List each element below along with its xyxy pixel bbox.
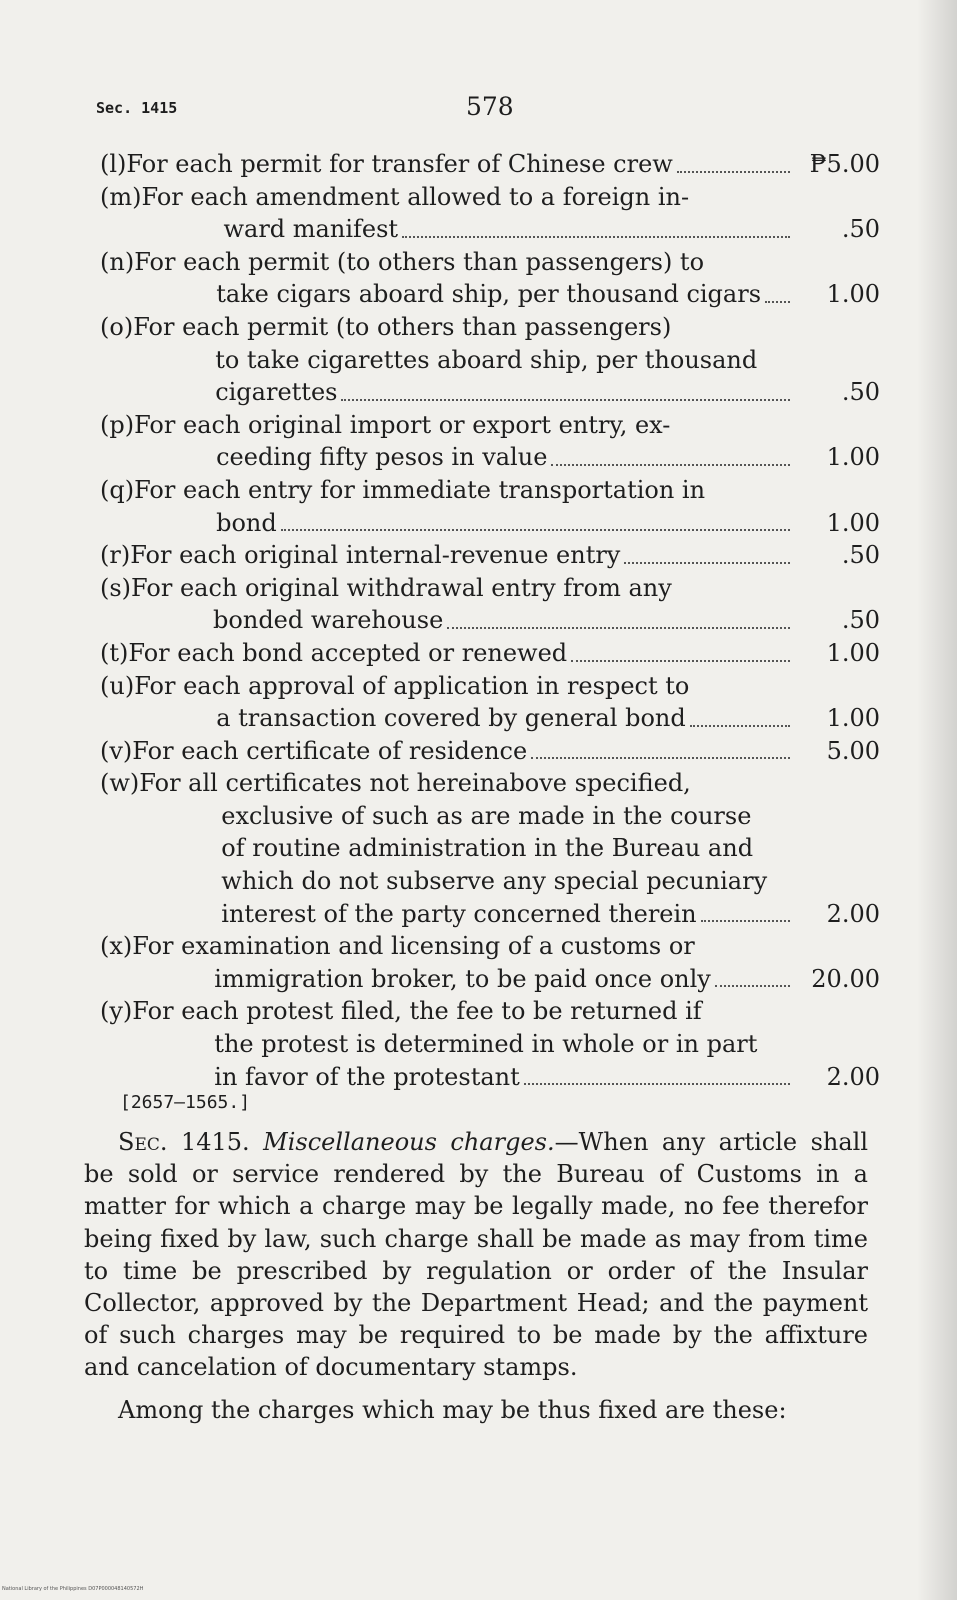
description-line bbox=[133, 311, 794, 344]
description-line bbox=[131, 572, 794, 605]
description-line bbox=[132, 1028, 794, 1061]
description-line bbox=[132, 1061, 794, 1094]
fee-amount: 1.00 bbox=[826, 280, 880, 309]
fee-amount: .50 bbox=[841, 215, 880, 244]
item-label: (y) bbox=[100, 997, 133, 1026]
description-line bbox=[133, 376, 794, 409]
leader-dots bbox=[447, 604, 790, 629]
fee-amount: 1.00 bbox=[826, 443, 880, 472]
description-line bbox=[139, 800, 794, 833]
fee-amount: 1.00 bbox=[826, 704, 880, 733]
description-line bbox=[130, 539, 794, 572]
fee-item bbox=[100, 409, 880, 474]
description-text: For each original withdrawal entry from any bbox=[131, 573, 672, 602]
section-reference: Sec. 1415 bbox=[96, 99, 178, 117]
item-description bbox=[126, 148, 800, 181]
description-text: For all certificates not hereinabove specified, bbox=[139, 769, 691, 798]
description-text: to take cigarettes aboard ship, per thousand bbox=[215, 345, 758, 374]
item-description bbox=[134, 246, 800, 311]
description-line bbox=[134, 246, 794, 279]
description-line bbox=[134, 507, 794, 540]
description-text: For each permit for transfer of Chinese crew bbox=[126, 150, 673, 178]
description-text: For each protest filed, the fee to be returned if bbox=[132, 997, 702, 1026]
description-line bbox=[134, 670, 794, 703]
item-label: (x) bbox=[100, 932, 133, 961]
leader-dots bbox=[690, 702, 790, 727]
fee-amount: 1.00 bbox=[826, 508, 880, 537]
description-line bbox=[132, 995, 794, 1028]
description-line bbox=[139, 865, 794, 898]
description-text: bonded warehouse bbox=[213, 606, 444, 635]
description-line bbox=[132, 963, 794, 996]
description-line bbox=[128, 637, 794, 670]
leader-dots bbox=[341, 376, 790, 401]
section-1415 bbox=[84, 1126, 868, 1426]
description-text: ward manifest bbox=[223, 215, 399, 244]
leader-dots bbox=[551, 441, 790, 466]
leader-dots bbox=[701, 898, 790, 923]
item-description bbox=[132, 930, 800, 995]
fee-item bbox=[100, 539, 880, 572]
description-text: take cigars aboard ship, per thousand cigars bbox=[216, 280, 762, 309]
item-description bbox=[133, 311, 800, 409]
item-label: (t) bbox=[100, 638, 129, 667]
library-watermark: National Library of the Philippines D07P000048140572H bbox=[2, 1586, 144, 1592]
item-label: (s) bbox=[100, 573, 132, 602]
fee-amount: 2.00 bbox=[826, 899, 880, 928]
description-line bbox=[134, 409, 794, 442]
item-description bbox=[134, 474, 800, 539]
description-text: For examination and licensing of a customs or bbox=[132, 932, 695, 961]
leader-dots bbox=[281, 507, 790, 532]
running-head bbox=[96, 92, 856, 126]
fee-item bbox=[100, 767, 880, 930]
description-text: cigarettes bbox=[215, 378, 338, 407]
description-text: For each permit (to others than passengers) bbox=[133, 312, 672, 341]
item-description bbox=[141, 181, 800, 246]
description-line bbox=[126, 148, 794, 181]
leader-dots bbox=[571, 637, 790, 662]
item-description bbox=[130, 539, 800, 572]
description-text: of routine administration in the Bureau and bbox=[221, 834, 754, 863]
leader-dots bbox=[624, 539, 790, 564]
description-text: which do not subserve any special pecuniary bbox=[221, 867, 768, 896]
fee-amount: 2.00 bbox=[826, 1062, 880, 1091]
fee-item bbox=[100, 930, 880, 995]
section-body: —When any article shall be sold or service rendered by the Bureau of Customs in a matter for which a charge may be legally made, no fee therefor being fixed by law, such charge shall be made as may from time to time be prescribed by regulation or order of the Insular Collector, approved by the Department Head; and the payment of such charges may be required to be made by the affixture and cancelation of documentary stamps. bbox=[84, 1128, 869, 1382]
description-text: interest of the party concerned therein bbox=[221, 899, 697, 928]
item-label: (p) bbox=[100, 410, 135, 439]
description-text: For each entry for immediate transportation in bbox=[134, 475, 706, 504]
fee-amount: .50 bbox=[841, 378, 880, 407]
fee-amount: 5.00 bbox=[826, 736, 880, 765]
item-label: (v) bbox=[100, 736, 133, 765]
item-label: (o) bbox=[100, 312, 134, 341]
fee-item bbox=[100, 735, 880, 768]
description-line bbox=[139, 767, 794, 800]
fee-item bbox=[100, 995, 880, 1093]
fee-amount: ₱5.00 bbox=[809, 150, 880, 178]
leader-dots bbox=[765, 278, 790, 303]
description-line bbox=[134, 278, 794, 311]
description-line bbox=[134, 702, 794, 735]
description-text: For each amendment allowed to a foreign in- bbox=[141, 182, 690, 211]
description-text: exclusive of such as are made in the course bbox=[221, 801, 752, 830]
description-line bbox=[133, 344, 794, 377]
description-line bbox=[134, 441, 794, 474]
fee-item bbox=[100, 572, 880, 637]
description-text: bond bbox=[216, 508, 277, 537]
item-label: (w) bbox=[100, 769, 140, 798]
item-label: (n) bbox=[100, 247, 135, 276]
leader-dots bbox=[402, 213, 790, 238]
fee-amount: .50 bbox=[841, 541, 880, 570]
section-paragraph bbox=[84, 1126, 868, 1384]
fee-item bbox=[100, 670, 880, 735]
fee-item bbox=[100, 148, 880, 181]
description-text: For each original internal-revenue entry bbox=[130, 541, 621, 570]
fee-item bbox=[100, 474, 880, 539]
description-text: For each approval of application in respect to bbox=[134, 671, 690, 700]
fee-amount: 1.00 bbox=[826, 638, 880, 667]
section-number: Sec. 1415. bbox=[118, 1128, 250, 1156]
fee-item bbox=[100, 181, 880, 246]
leader-dots bbox=[677, 148, 790, 173]
description-line bbox=[132, 930, 794, 963]
item-label: (m) bbox=[100, 182, 142, 211]
description-text: For each original import or export entry, ex- bbox=[134, 410, 671, 439]
fee-item bbox=[100, 246, 880, 311]
fee-item bbox=[100, 637, 880, 670]
description-line bbox=[134, 474, 794, 507]
item-label: (l) bbox=[100, 150, 127, 178]
citation: [2657—1565.] bbox=[120, 1092, 251, 1113]
leader-dots bbox=[715, 963, 790, 988]
item-description bbox=[131, 572, 800, 637]
description-text: For each permit (to others than passengers) to bbox=[134, 247, 705, 276]
description-text: in favor of the protestant bbox=[214, 1062, 520, 1091]
description-text: immigration broker, to be paid once only bbox=[214, 964, 711, 993]
page-number: 578 bbox=[466, 92, 514, 121]
description-text: For each bond accepted or renewed bbox=[128, 638, 568, 667]
description-line bbox=[132, 735, 794, 768]
item-description bbox=[139, 767, 800, 930]
description-line bbox=[139, 832, 794, 865]
leader-dots bbox=[524, 1061, 790, 1086]
item-description bbox=[132, 735, 800, 768]
fee-item bbox=[100, 311, 880, 409]
description-line bbox=[139, 898, 794, 931]
fee-amount: 20.00 bbox=[811, 964, 880, 993]
fee-amount: .50 bbox=[841, 606, 880, 635]
description-text: For each certificate of residence bbox=[132, 736, 528, 765]
leader-dots bbox=[531, 735, 790, 760]
item-label: (u) bbox=[100, 671, 135, 700]
description-line bbox=[141, 213, 794, 246]
item-label: (q) bbox=[100, 475, 135, 504]
description-text: the protest is determined in whole or in part bbox=[214, 1030, 758, 1059]
item-description bbox=[132, 995, 800, 1093]
fee-schedule bbox=[100, 148, 880, 1093]
item-label: (r) bbox=[100, 541, 131, 570]
description-text: ceeding fifty pesos in value bbox=[216, 443, 548, 472]
item-description bbox=[134, 670, 800, 735]
description-line bbox=[131, 604, 794, 637]
description-line bbox=[141, 181, 794, 214]
description-text: a transaction covered by general bond bbox=[216, 704, 686, 733]
item-description bbox=[134, 409, 800, 474]
section-title: Miscellaneous charges. bbox=[263, 1128, 555, 1156]
closing-line: Among the charges which may be thus fixed are these: bbox=[118, 1395, 787, 1424]
item-description bbox=[128, 637, 800, 670]
